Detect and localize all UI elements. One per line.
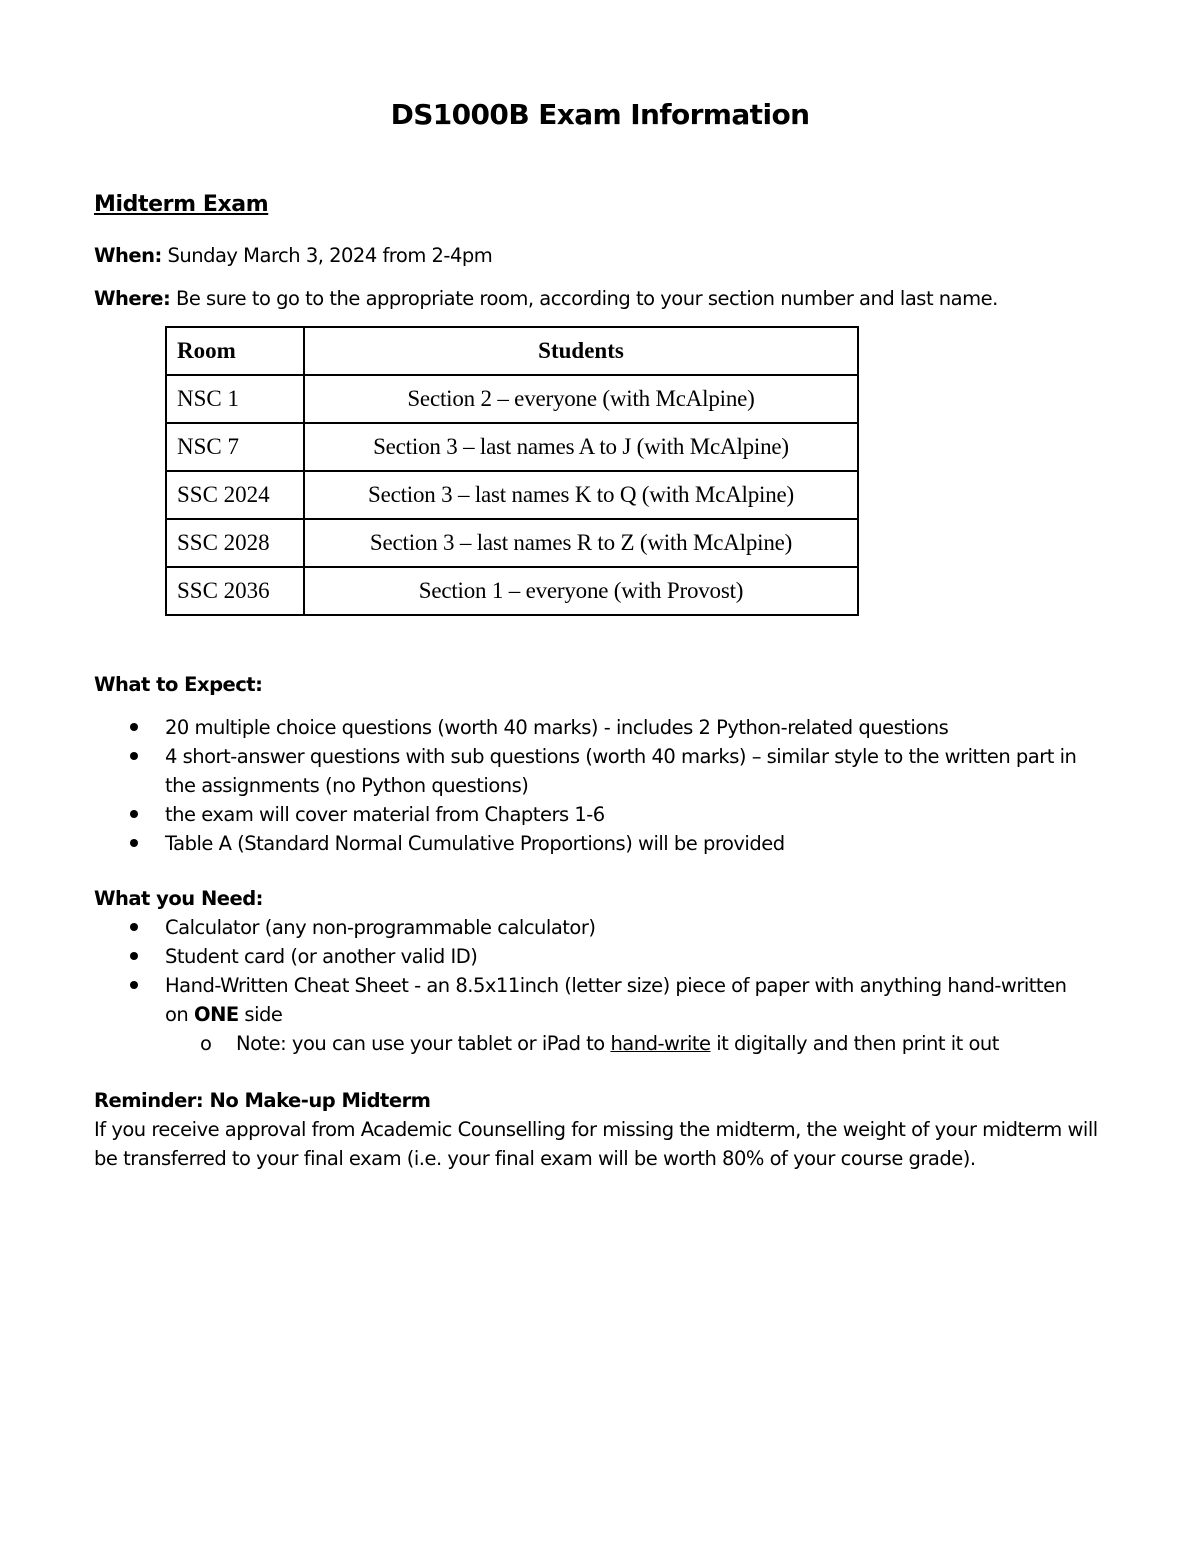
bullet-icon — [130, 923, 138, 931]
list-item-continuation: on ONE side — [165, 1003, 283, 1026]
students-cell: Section 1 – everyone (with Provost) — [304, 567, 858, 615]
when-label: When: — [94, 244, 162, 267]
rooms-table — [165, 326, 859, 616]
table-row — [166, 375, 858, 423]
when-value: Sunday March 3, 2024 from 2-4pm — [161, 244, 493, 267]
need-heading: What you Need: — [94, 887, 263, 910]
list-item: 20 multiple choice questions (worth 40 marks) - includes 2 Python-related questions — [94, 713, 1076, 742]
students-cell: Section 3 – last names K to Q (with McAlpine) — [304, 471, 858, 519]
header-students: Students — [304, 327, 858, 375]
table-row — [166, 471, 858, 519]
reminder-heading: Reminder: No Make-up Midterm — [94, 1089, 431, 1112]
list-item: Table A (Standard Normal Cumulative Proportions) will be provided — [94, 829, 1076, 858]
where-line — [94, 284, 998, 313]
bullet-icon — [130, 952, 138, 960]
students-cell: Section 2 – everyone (with McAlpine) — [304, 375, 858, 423]
list-item: Calculator (any non-programmable calculator) — [94, 913, 1066, 942]
header-room: Room — [166, 327, 304, 375]
list-item: Hand-Written Cheat Sheet - an 8.5x11inch (letter size) piece of paper with anything hand-written — [94, 971, 1066, 1000]
bullet-icon — [130, 981, 138, 989]
room-cell: NSC 1 — [166, 375, 304, 423]
bullet-icon — [130, 839, 138, 847]
list-item: 4 short-answer questions with sub questions (worth 40 marks) – similar style to the written part in — [94, 742, 1076, 771]
room-cell: NSC 7 — [166, 423, 304, 471]
table-header-row — [166, 327, 858, 375]
room-cell: SSC 2028 — [166, 519, 304, 567]
bullet-icon — [130, 723, 138, 731]
bullet-icon — [130, 752, 138, 760]
circle-bullet-icon: o — [200, 1032, 212, 1055]
table-row — [166, 423, 858, 471]
midterm-heading: Midterm Exam — [94, 192, 269, 217]
room-cell: SSC 2024 — [166, 471, 304, 519]
table-row — [166, 519, 858, 567]
expect-heading: What to Expect: — [94, 673, 263, 696]
where-label: Where: — [94, 287, 171, 310]
list-item: Student card (or another valid ID) — [94, 942, 1066, 971]
students-cell: Section 3 – last names A to J (with McAlpine) — [304, 423, 858, 471]
where-value: Be sure to go to the appropriate room, according to your section number and last name. — [170, 287, 998, 310]
reminder-text: If you receive approval from Academic Counselling for missing the midterm, the weight of your midterm will be transferred to your final exam (i.e. your final exam will be worth 80% of your course grade). — [94, 1118, 1098, 1170]
sub-list-item: o Note: you can use your tablet or iPad to hand-write it digitally and then print it out — [94, 1029, 1066, 1058]
students-cell: Section 3 – last names R to Z (with McAlpine) — [304, 519, 858, 567]
need-list — [94, 913, 1066, 1058]
expect-list — [94, 713, 1076, 858]
bullet-icon — [130, 810, 138, 818]
when-line — [94, 241, 492, 270]
room-cell: SSC 2036 — [166, 567, 304, 615]
page-title: DS1000B Exam Information — [390, 98, 810, 131]
table-row — [166, 567, 858, 615]
hand-write-link: hand-write — [610, 1032, 711, 1055]
list-item-continuation: the assignments (no Python questions) — [165, 774, 529, 797]
list-item: the exam will cover material from Chapters 1-6 — [94, 800, 1076, 829]
